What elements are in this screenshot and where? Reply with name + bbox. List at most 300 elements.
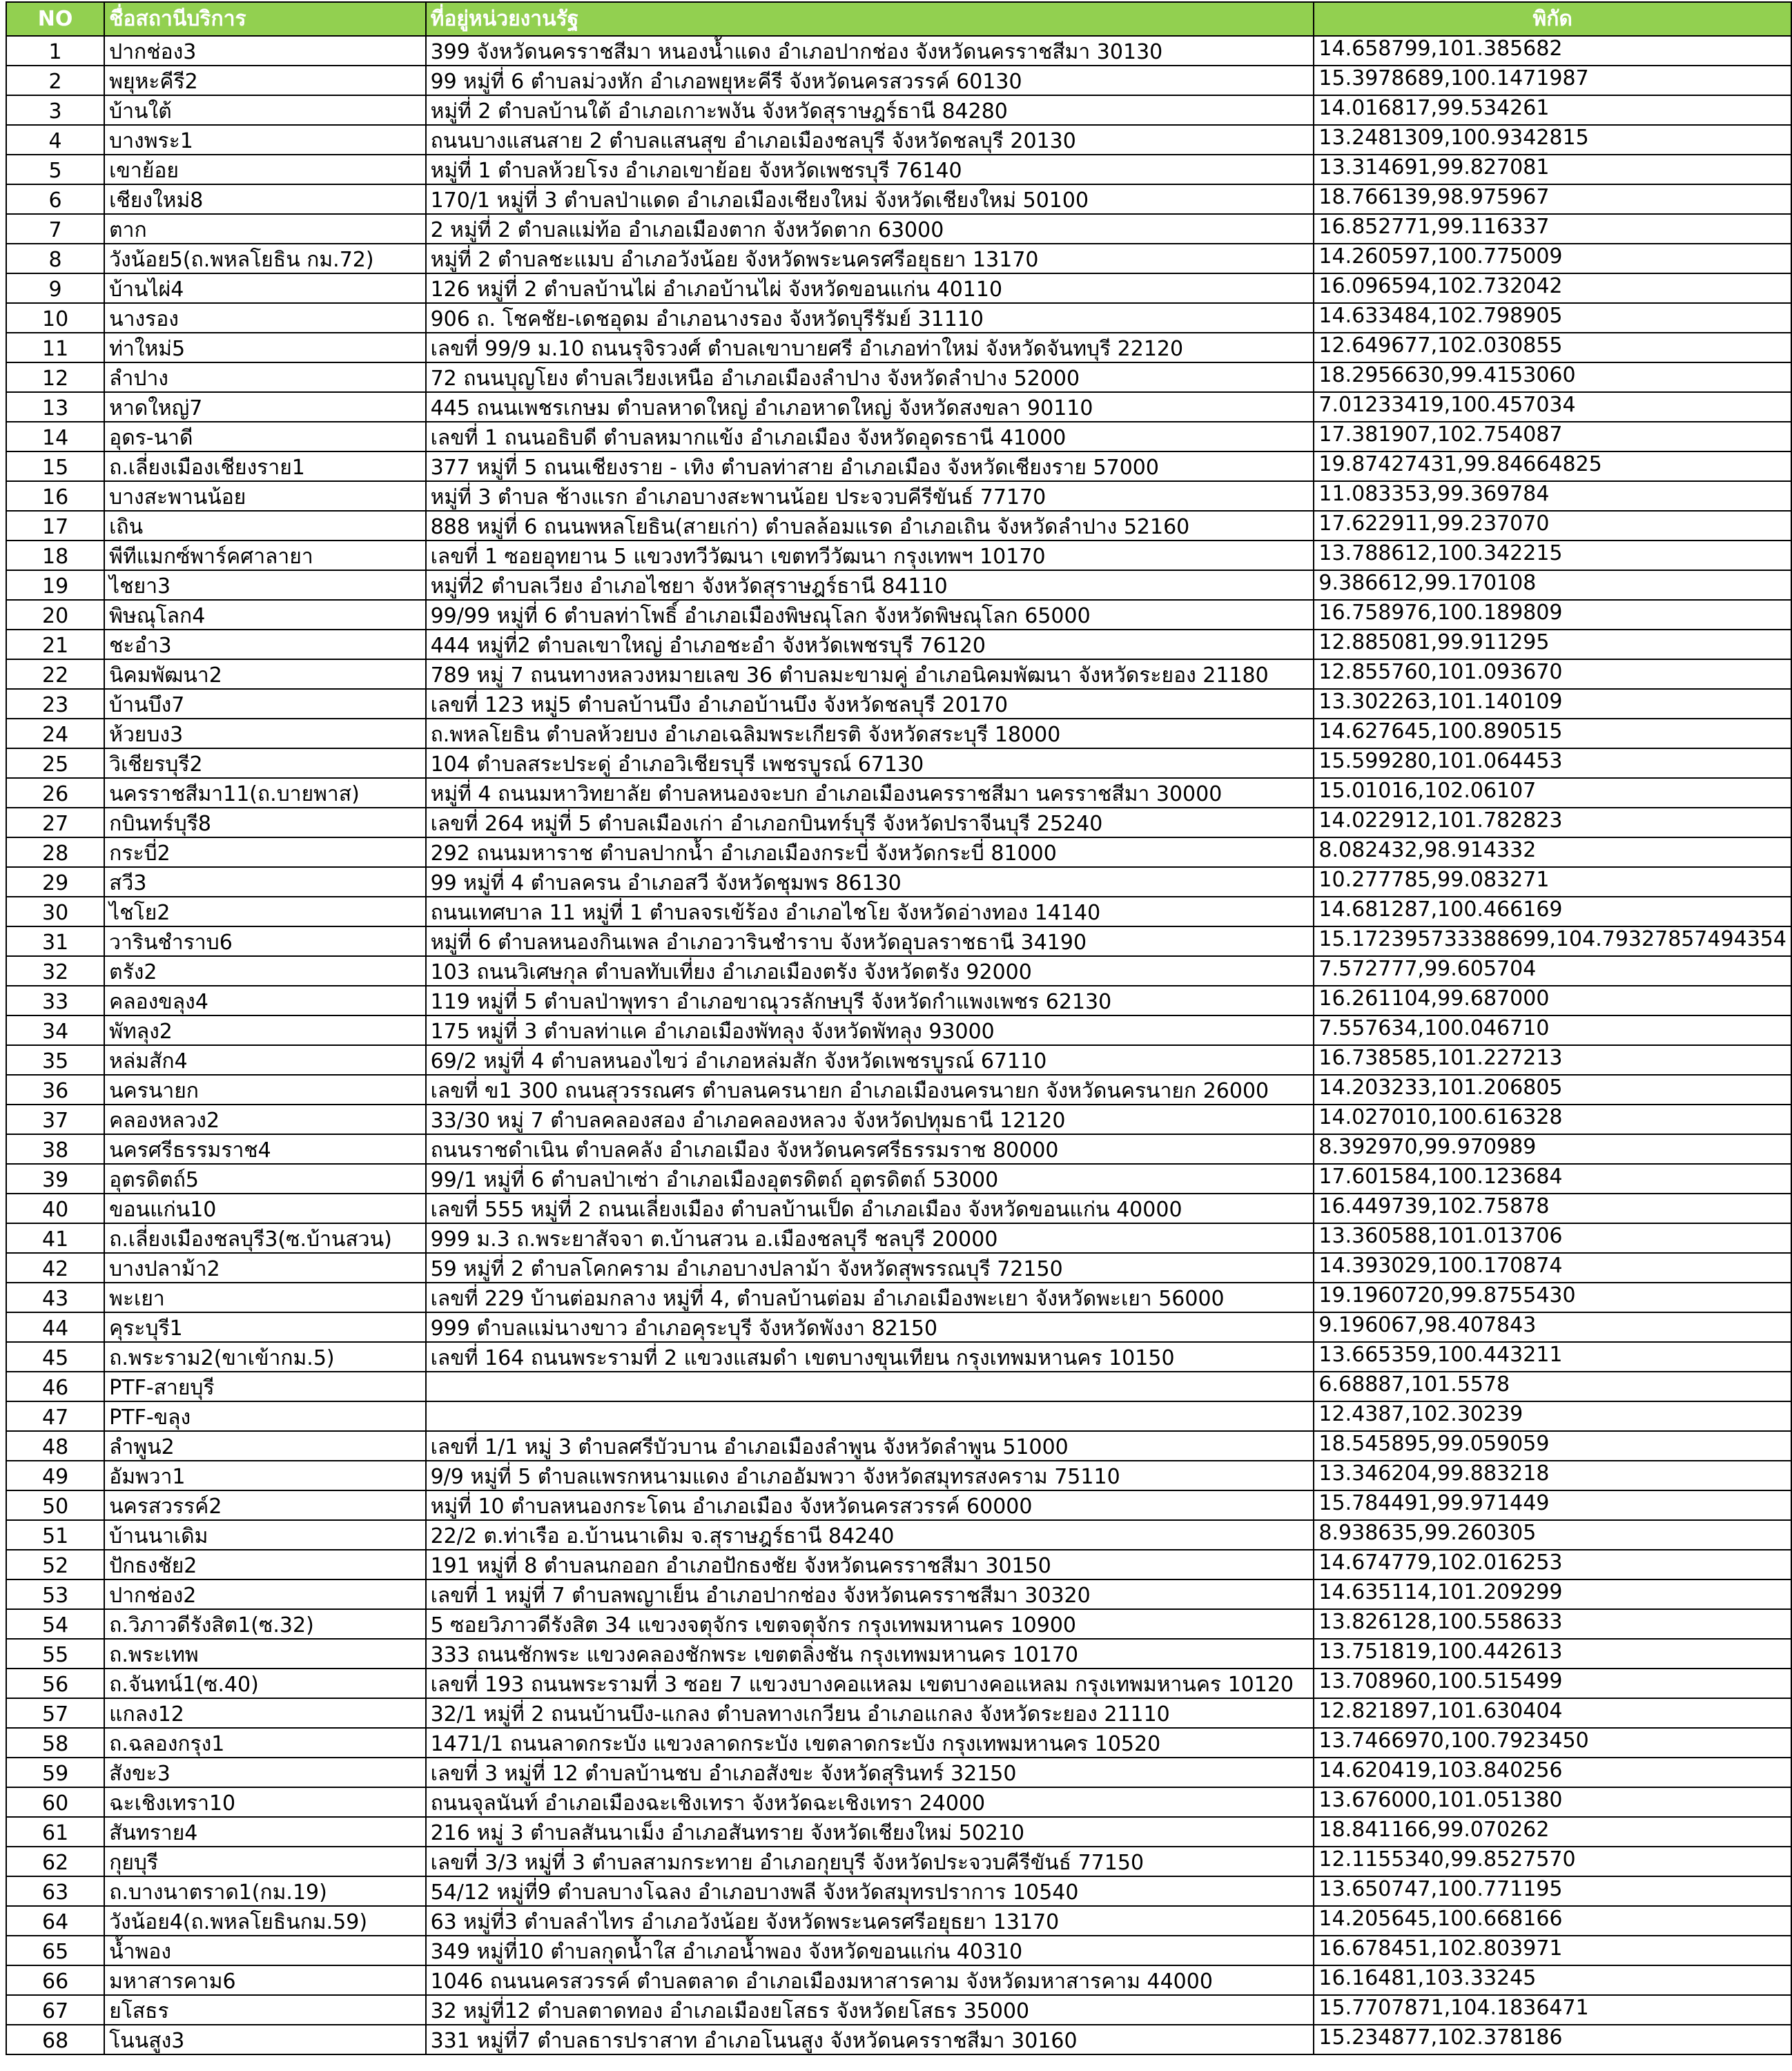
cell-no: 37	[6, 1105, 104, 1134]
cell-no: 51	[6, 1520, 104, 1550]
cell-coordinates: 15.7707871,104.1836471	[1314, 1995, 1791, 2025]
cell-coordinates: 13.7466970,100.7923450	[1314, 1728, 1791, 1758]
header-station-name: ชื่อสถานีบริการ	[104, 2, 425, 36]
cell-station-name: อุตรดิตถ์5	[104, 1164, 425, 1194]
cell-address: 99/1 หมู่ที่ 6 ตำบลป่าเซ่า อำเภอเมืองอุตรดิตถ์ อุตรดิตถ์ 53000	[426, 1164, 1314, 1194]
cell-coordinates: 19.1960720,99.8755430	[1314, 1283, 1791, 1312]
cell-coordinates: 7.557634,100.046710	[1314, 1015, 1791, 1045]
table-row	[6, 926, 1791, 956]
cell-no: 39	[6, 1164, 104, 1194]
table-row	[6, 1579, 1791, 1609]
cell-address: ถนนราชดำเนิน ตำบลคลัง อำเภอเมือง จังหวัดนครศรีธรรมราช 80000	[426, 1134, 1314, 1164]
cell-address: 2 หมู่ที่ 2 ตำบลแม่ท้อ อำเภอเมืองตาก จังหวัดตาก 63000	[426, 214, 1314, 244]
cell-address: 175 หมู่ที่ 3 ตำบลท่าแค อำเภอเมืองพัทลุง จังหวัดพัทลุง 93000	[426, 1015, 1314, 1045]
cell-no: 46	[6, 1372, 104, 1401]
cell-address: 216 หมู่ 3 ตำบลสันนาเม็ง อำเภอสันทราย จังหวัดเชียงใหม่ 50210	[426, 1817, 1314, 1847]
cell-no: 58	[6, 1728, 104, 1758]
cell-coordinates: 15.01016,102.06107	[1314, 778, 1791, 808]
table-row	[6, 1847, 1791, 1876]
cell-no: 9	[6, 273, 104, 303]
cell-station-name: ปากช่อง2	[104, 1579, 425, 1609]
table-row	[6, 1490, 1791, 1520]
cell-coordinates: 12.821897,101.630404	[1314, 1698, 1791, 1728]
cell-no: 11	[6, 333, 104, 362]
cell-station-name: ถ.จันทน์1(ซ.40)	[104, 1669, 425, 1698]
cell-address: 170/1 หมู่ที่ 3 ตำบลป่าแดด อำเภอเมืองเชียงใหม่ จังหวัดเชียงใหม่ 50100	[426, 184, 1314, 214]
table-row	[6, 1669, 1791, 1698]
table-row	[6, 1223, 1791, 1253]
table-row	[6, 748, 1791, 778]
cell-no: 45	[6, 1342, 104, 1372]
cell-station-name: คลองขลุง4	[104, 986, 425, 1015]
cell-station-name: เขาย้อย	[104, 155, 425, 184]
cell-station-name: ห้วยบง3	[104, 719, 425, 748]
cell-address: เลขที่ ข1 300 ถนนสุวรรณศร ตำบลนครนายก อำเภอเมืองนครนายก จังหวัดนครนายก 26000	[426, 1075, 1314, 1105]
cell-station-name: บางปลาม้า2	[104, 1253, 425, 1283]
cell-no: 7	[6, 214, 104, 244]
cell-address: 445 ถนนเพชรเกษม ตำบลหาดใหญ่ อำเภอหาดใหญ่ จังหวัดสงขลา 90110	[426, 392, 1314, 422]
cell-no: 34	[6, 1015, 104, 1045]
cell-address: เลขที่ 3 หมู่ที่ 12 ตำบลบ้านชบ อำเภอสังขะ จังหวัดสุรินทร์ 32150	[426, 1758, 1314, 1787]
cell-station-name: บางพระ1	[104, 125, 425, 155]
table-row	[6, 1342, 1791, 1372]
table-row	[6, 1609, 1791, 1639]
cell-no: 41	[6, 1223, 104, 1253]
cell-address: 69/2 หมู่ที่ 4 ตำบลหนองไขว่ อำเภอหล่มสัก จังหวัดเพชรบูรณ์ 67110	[426, 1045, 1314, 1075]
cell-station-name: คุระบุรี1	[104, 1312, 425, 1342]
table-row	[6, 1520, 1791, 1550]
table-row	[6, 867, 1791, 897]
table-row	[6, 125, 1791, 155]
cell-coordinates: 16.738585,101.227213	[1314, 1045, 1791, 1075]
table-row	[6, 2025, 1791, 2054]
cell-station-name: บ้านบึง7	[104, 689, 425, 719]
cell-no: 61	[6, 1817, 104, 1847]
cell-coordinates: 13.314691,99.827081	[1314, 155, 1791, 184]
cell-address: 119 หมู่ที่ 5 ตำบลป่าพุทรา อำเภอขาณุวรลักษบุรี จังหวัดกำแพงเพชร 62130	[426, 986, 1314, 1015]
table-row	[6, 1698, 1791, 1728]
table-row	[6, 1134, 1791, 1164]
cell-station-name: บ้านไผ่4	[104, 273, 425, 303]
cell-coordinates: 14.620419,103.840256	[1314, 1758, 1791, 1787]
cell-address: เลขที่ 555 หมู่ที่ 2 ถนนเลี่ยงเมือง ตำบลบ้านเป็ด อำเภอเมือง จังหวัดขอนแก่น 40000	[426, 1194, 1314, 1223]
cell-address: 789 หมู่ 7 ถนนทางหลวงหมายเลข 36 ตำบลมะขามคู่ อำเภอนิคมพัฒนา จังหวัดระยอง 21180	[426, 659, 1314, 689]
cell-station-name: เชียงใหม่8	[104, 184, 425, 214]
cell-station-name: ถ.เลี่ยงเมืองชลบุรี3(ซ.บ้านสวน)	[104, 1223, 425, 1253]
cell-coordinates: 13.665359,100.443211	[1314, 1342, 1791, 1372]
cell-address: เลขที่ 3/3 หมู่ที่ 3 ตำบลสามกระทาย อำเภอกุยบุรี จังหวัดประจวบคีรีขันธ์ 77150	[426, 1847, 1314, 1876]
cell-no: 59	[6, 1758, 104, 1787]
cell-address: เลขที่ 264 หมู่ที่ 5 ตำบลเมืองเก่า อำเภอกบินทร์บุรี จังหวัดปราจีนบุรี 25240	[426, 808, 1314, 837]
cell-no: 33	[6, 986, 104, 1015]
cell-coordinates: 15.784491,99.971449	[1314, 1490, 1791, 1520]
cell-no: 68	[6, 2025, 104, 2054]
cell-station-name: นครสวรรค์2	[104, 1490, 425, 1520]
table-row	[6, 897, 1791, 926]
cell-station-name: ชะอำ3	[104, 630, 425, 659]
cell-station-name: ไชยา3	[104, 570, 425, 600]
cell-station-name: เถิน	[104, 511, 425, 541]
table-row	[6, 541, 1791, 570]
cell-coordinates: 15.172395733388699,104.79327857494354	[1314, 926, 1791, 956]
cell-address: 126 หมู่ที่ 2 ตำบลบ้านไผ่ อำเภอบ้านไผ่ จังหวัดขอนแก่น 40110	[426, 273, 1314, 303]
cell-address: 1046 ถนนนครสวรรค์ ตำบลตลาด อำเภอเมืองมหาสารคาม จังหวัดมหาสารคาม 44000	[426, 1965, 1314, 1995]
cell-coordinates: 11.083353,99.369784	[1314, 481, 1791, 511]
cell-coordinates: 15.599280,101.064453	[1314, 748, 1791, 778]
table-row	[6, 719, 1791, 748]
cell-station-name: หาดใหญ่7	[104, 392, 425, 422]
cell-no: 17	[6, 511, 104, 541]
cell-station-name: บ้านนาเดิม	[104, 1520, 425, 1550]
cell-coordinates: 13.708960,100.515499	[1314, 1669, 1791, 1698]
cell-no: 16	[6, 481, 104, 511]
cell-coordinates: 19.87427431,99.84664825	[1314, 451, 1791, 481]
cell-station-name: ถ.บางนาตราด1(กม.19)	[104, 1876, 425, 1906]
table-row	[6, 214, 1791, 244]
cell-station-name: อุดร-นาดี	[104, 422, 425, 451]
cell-station-name: กุยบุรี	[104, 1847, 425, 1876]
cell-address	[426, 1372, 1314, 1401]
cell-no: 65	[6, 1936, 104, 1965]
table-row	[6, 1728, 1791, 1758]
cell-address: 444 หมู่ที่2 ตำบลเขาใหญ่ อำเภอชะอำ จังหวัดเพชรบุรี 76120	[426, 630, 1314, 659]
cell-station-name: ตาก	[104, 214, 425, 244]
cell-coordinates: 14.633484,102.798905	[1314, 303, 1791, 333]
cell-address: หมู่ที่ 2 ตำบลชะแมบ อำเภอวังน้อย จังหวัดพระนครศรีอยุธยา 13170	[426, 244, 1314, 273]
cell-no: 36	[6, 1075, 104, 1105]
table-row	[6, 36, 1791, 66]
cell-address: 99 หมู่ที่ 4 ตำบลครน อำเภอสวี จังหวัดชุมพร 86130	[426, 867, 1314, 897]
cell-coordinates: 9.386612,99.170108	[1314, 570, 1791, 600]
cell-address: ถนนจุลนันท์ อำเภอเมืองฉะเชิงเทรา จังหวัดฉะเชิงเทรา 24000	[426, 1787, 1314, 1817]
cell-coordinates: 18.545895,99.059059	[1314, 1431, 1791, 1461]
table-row	[6, 155, 1791, 184]
cell-no: 15	[6, 451, 104, 481]
cell-address: หมู่ที่ 3 ตำบล ช้างแรก อำเภอบางสะพานน้อย ประจวบคีรีขันธ์ 77170	[426, 481, 1314, 511]
cell-station-name: แกลง12	[104, 1698, 425, 1728]
cell-address: หมู่ที่ 2 ตำบลบ้านใต้ อำเภอเกาะพงัน จังหวัดสุราษฎร์ธานี 84280	[426, 95, 1314, 125]
cell-address: ถนนบางแสนสาย 2 ตำบลแสนสุข อำเภอเมืองชลบุรี จังหวัดชลบุรี 20130	[426, 125, 1314, 155]
cell-address: 888 หมู่ที่ 6 ถนนพหลโยธิน(สายเก่า) ตำบลล้อมแรด อำเภอเถิน จังหวัดลำปาง 52160	[426, 511, 1314, 541]
cell-address: 1471/1 ถนนลาดกระบัง แขวงลาดกระบัง เขตลาดกระบัง กรุงเทพมหานคร 10520	[426, 1728, 1314, 1758]
cell-coordinates: 13.751819,100.442613	[1314, 1639, 1791, 1669]
table-row	[6, 1015, 1791, 1045]
cell-coordinates: 8.392970,99.970989	[1314, 1134, 1791, 1164]
cell-address: เลขที่ 164 ถนนพระรามที่ 2 แขวงแสมดำ เขตบางขุนเทียน กรุงเทพมหานคร 10150	[426, 1342, 1314, 1372]
cell-coordinates: 14.260597,100.775009	[1314, 244, 1791, 273]
cell-address: ถ.พหลโยธิน ตำบลห้วยบง อำเภอเฉลิมพระเกียรติ จังหวัดสระบุรี 18000	[426, 719, 1314, 748]
cell-station-name: สวี3	[104, 867, 425, 897]
cell-station-name: วังน้อย4(ถ.พหลโยธินกม.59)	[104, 1906, 425, 1936]
cell-station-name: คลองหลวง2	[104, 1105, 425, 1134]
cell-address: เลขที่ 1 หมู่ที่ 7 ตำบลพญาเย็น อำเภอปากช่อง จังหวัดนครราชสีมา 30320	[426, 1579, 1314, 1609]
cell-address: 399 จังหวัดนครราชสีมา หนองน้ำแดง อำเภอปากช่อง จังหวัดนครราชสีมา 30130	[426, 36, 1314, 66]
cell-no: 38	[6, 1134, 104, 1164]
cell-no: 5	[6, 155, 104, 184]
cell-address: เลขที่ 99/9 ม.10 ถนนรุจิรวงศ์ ตำบลเขาบายศรี อำเภอท่าใหม่ จังหวัดจันทบุรี 22120	[426, 333, 1314, 362]
cell-no: 19	[6, 570, 104, 600]
cell-no: 44	[6, 1312, 104, 1342]
cell-no: 22	[6, 659, 104, 689]
cell-address: หมู่ที่ 1 ตำบลห้วยโรง อำเภอเขาย้อย จังหวัดเพชรบุรี 76140	[426, 155, 1314, 184]
table-row	[6, 778, 1791, 808]
cell-address: 63 หมู่ที่3 ตำบลลำไทร อำเภอวังน้อย จังหวัดพระนครศรีอยุธยา 13170	[426, 1906, 1314, 1936]
cell-station-name: ลำพูน2	[104, 1431, 425, 1461]
cell-no: 53	[6, 1579, 104, 1609]
cell-station-name: นางรอง	[104, 303, 425, 333]
cell-coordinates: 14.658799,101.385682	[1314, 36, 1791, 66]
table-row	[6, 1194, 1791, 1223]
table-row	[6, 956, 1791, 986]
cell-address: 22/2 ต.ท่าเรือ อ.บ้านนาเดิม จ.สุราษฎร์ธานี 84240	[426, 1520, 1314, 1550]
cell-station-name: พีทีแมกซ์พาร์คศาลายา	[104, 541, 425, 570]
cell-station-name: กบินทร์บุรี8	[104, 808, 425, 837]
cell-no: 48	[6, 1431, 104, 1461]
cell-coordinates: 18.2956630,99.4153060	[1314, 362, 1791, 392]
cell-no: 43	[6, 1283, 104, 1312]
table-row	[6, 837, 1791, 867]
cell-address: 377 หมู่ที่ 5 ถนนเชียงราย - เทิง ตำบลท่าสาย อำเภอเมือง จังหวัดเชียงราย 57000	[426, 451, 1314, 481]
cell-station-name: นครศรีธรรมราช4	[104, 1134, 425, 1164]
cell-coordinates: 16.678451,102.803971	[1314, 1936, 1791, 1965]
cell-coordinates: 18.766139,98.975967	[1314, 184, 1791, 214]
cell-coordinates: 16.261104,99.687000	[1314, 986, 1791, 1015]
cell-station-name: PTF-ขลุง	[104, 1401, 425, 1431]
cell-coordinates: 16.16481,103.33245	[1314, 1965, 1791, 1995]
cell-coordinates: 18.841166,99.070262	[1314, 1817, 1791, 1847]
cell-coordinates: 17.381907,102.754087	[1314, 422, 1791, 451]
table-row	[6, 451, 1791, 481]
cell-address: หมู่ที่2 ตำบลเวียง อำเภอไชยา จังหวัดสุราษฎร์ธานี 84110	[426, 570, 1314, 600]
cell-address: 349 หมู่ที่10 ตำบลกุดน้ำใส อำเภอน้ำพอง จังหวัดขอนแก่น 40310	[426, 1936, 1314, 1965]
header-row	[6, 2, 1791, 36]
cell-no: 25	[6, 748, 104, 778]
cell-station-name: ปักธงชัย2	[104, 1550, 425, 1579]
cell-coordinates: 7.572777,99.605704	[1314, 956, 1791, 986]
table-row	[6, 986, 1791, 1015]
cell-station-name: สังขะ3	[104, 1758, 425, 1787]
cell-coordinates: 12.649677,102.030855	[1314, 333, 1791, 362]
cell-address: 104 ตำบลสระประดู่ อำเภอวิเชียรบุรี เพชรบูรณ์ 67130	[426, 748, 1314, 778]
cell-no: 1	[6, 36, 104, 66]
table-row	[6, 1787, 1791, 1817]
cell-station-name: บ้านใต้	[104, 95, 425, 125]
header-address: ที่อยู่หน่วยงานรัฐ	[426, 2, 1314, 36]
cell-coordinates: 13.826128,100.558633	[1314, 1609, 1791, 1639]
cell-no: 31	[6, 926, 104, 956]
table-row	[6, 1639, 1791, 1669]
cell-station-name: พัทลุง2	[104, 1015, 425, 1045]
cell-station-name: ขอนแก่น10	[104, 1194, 425, 1223]
cell-address: เลขที่ 1 ถนนอธิบดี ตำบลหมากแข้ง อำเภอเมือง จังหวัดอุดรธานี 41000	[426, 422, 1314, 451]
cell-station-name: พยุหะคีรี2	[104, 66, 425, 95]
cell-no: 20	[6, 600, 104, 630]
cell-no: 50	[6, 1490, 104, 1520]
cell-coordinates: 14.203233,101.206805	[1314, 1075, 1791, 1105]
cell-address: 103 ถนนวิเศษกุล ตำบลทับเที่ยง อำเภอเมืองตรัง จังหวัดตรัง 92000	[426, 956, 1314, 986]
cell-coordinates: 15.234877,102.378186	[1314, 2025, 1791, 2054]
cell-coordinates: 12.4387,102.30239	[1314, 1401, 1791, 1431]
cell-coordinates: 13.676000,101.051380	[1314, 1787, 1791, 1817]
cell-station-name: นิคมพัฒนา2	[104, 659, 425, 689]
table-row	[6, 1965, 1791, 1995]
table-row	[6, 333, 1791, 362]
cell-address: 333 ถนนชักพระ แขวงคลองชักพระ เขตตลิ่งชัน กรุงเทพมหานคร 10170	[426, 1639, 1314, 1669]
table-row	[6, 570, 1791, 600]
cell-no: 6	[6, 184, 104, 214]
cell-address: เลขที่ 193 ถนนพระรามที่ 3 ซอย 7 แขวงบางคอแหลม เขตบางคอแหลม กรุงเทพมหานคร 10120	[426, 1669, 1314, 1698]
cell-station-name: อัมพวา1	[104, 1461, 425, 1490]
cell-no: 18	[6, 541, 104, 570]
cell-no: 40	[6, 1194, 104, 1223]
cell-address: หมู่ที่ 6 ตำบลหนองกินเพล อำเภอวารินชำราบ จังหวัดอุบลราชธานี 34190	[426, 926, 1314, 956]
cell-address: 331 หมู่ที่7 ตำบลธารปราสาท อำเภอโนนสูง จังหวัดนครราชสีมา 30160	[426, 2025, 1314, 2054]
cell-no: 32	[6, 956, 104, 986]
cell-coordinates: 8.938635,99.260305	[1314, 1520, 1791, 1550]
cell-coordinates: 12.855760,101.093670	[1314, 659, 1791, 689]
cell-coordinates: 13.650747,100.771195	[1314, 1876, 1791, 1906]
cell-coordinates: 8.082432,98.914332	[1314, 837, 1791, 867]
cell-station-name: PTF-สายบุรี	[104, 1372, 425, 1401]
cell-coordinates: 14.016817,99.534261	[1314, 95, 1791, 125]
table-row	[6, 511, 1791, 541]
cell-station-name: ปากช่อง3	[104, 36, 425, 66]
table-row	[6, 1995, 1791, 2025]
table-row	[6, 273, 1791, 303]
table-row	[6, 362, 1791, 392]
table-row	[6, 66, 1791, 95]
cell-address: 191 หมู่ที่ 8 ตำบลนกออก อำเภอปักธงชัย จังหวัดนครราชสีมา 30150	[426, 1550, 1314, 1579]
table-row	[6, 303, 1791, 333]
cell-no: 13	[6, 392, 104, 422]
cell-no: 52	[6, 1550, 104, 1579]
cell-no: 26	[6, 778, 104, 808]
cell-address: หมู่ที่ 4 ถนนมหาวิทยาลัย ตำบลหนองจะบก อำเภอเมืองนครราชสีมา นครราชสีมา 30000	[426, 778, 1314, 808]
cell-coordinates: 16.096594,102.732042	[1314, 273, 1791, 303]
table-row	[6, 1164, 1791, 1194]
cell-no: 63	[6, 1876, 104, 1906]
cell-address: 32/1 หมู่ที่ 2 ถนนบ้านบึง-แกลง ตำบลทางเกวียน อำเภอแกลง จังหวัดระยอง 21110	[426, 1698, 1314, 1728]
cell-coordinates: 6.68887,101.5578	[1314, 1372, 1791, 1401]
cell-station-name: ตรัง2	[104, 956, 425, 986]
cell-station-name: ลำปาง	[104, 362, 425, 392]
cell-coordinates: 10.277785,99.083271	[1314, 867, 1791, 897]
cell-coordinates: 13.360588,101.013706	[1314, 1223, 1791, 1253]
cell-station-name: ถ.ฉลองกรุง1	[104, 1728, 425, 1758]
table-row	[6, 1876, 1791, 1906]
cell-address: หมู่ที่ 10 ตำบลหนองกระโดน อำเภอเมือง จังหวัดนครสวรรค์ 60000	[426, 1490, 1314, 1520]
cell-station-name: ไชโย2	[104, 897, 425, 926]
cell-no: 28	[6, 837, 104, 867]
cell-coordinates: 17.601584,100.123684	[1314, 1164, 1791, 1194]
table-row	[6, 1817, 1791, 1847]
cell-station-name: นครนายก	[104, 1075, 425, 1105]
cell-coordinates: 14.674779,102.016253	[1314, 1550, 1791, 1579]
cell-no: 49	[6, 1461, 104, 1490]
cell-coordinates: 9.196067,98.407843	[1314, 1312, 1791, 1342]
cell-station-name: ยโสธร	[104, 1995, 425, 2025]
cell-no: 67	[6, 1995, 104, 2025]
table-row	[6, 1253, 1791, 1283]
cell-coordinates: 14.205645,100.668166	[1314, 1906, 1791, 1936]
cell-address: เลขที่ 1/1 หมู่ 3 ตำบลศรีบัวบาน อำเภอเมืองลำพูน จังหวัดลำพูน 51000	[426, 1431, 1314, 1461]
table-row	[6, 689, 1791, 719]
cell-station-name: ฉะเชิงเทรา10	[104, 1787, 425, 1817]
cell-coordinates: 7.01233419,100.457034	[1314, 392, 1791, 422]
table-row	[6, 422, 1791, 451]
cell-no: 23	[6, 689, 104, 719]
cell-no: 12	[6, 362, 104, 392]
header-no: NO	[6, 2, 104, 36]
cell-no: 24	[6, 719, 104, 748]
cell-coordinates: 13.788612,100.342215	[1314, 541, 1791, 570]
cell-station-name: วังน้อย5(ถ.พหลโยธิน กม.72)	[104, 244, 425, 273]
header-coordinates: พิกัด	[1314, 2, 1791, 36]
cell-station-name: พิษณุโลก4	[104, 600, 425, 630]
table-row	[6, 1461, 1791, 1490]
cell-station-name: กระบี่2	[104, 837, 425, 867]
cell-address: 99/99 หมู่ที่ 6 ตำบลท่าโพธิ์ อำเภอเมืองพิษณุโลก จังหวัดพิษณุโลก 65000	[426, 600, 1314, 630]
cell-station-name: น้ำพอง	[104, 1936, 425, 1965]
cell-address: 999 ตำบลแม่นางขาว อำเภอคุระบุรี จังหวัดพังงา 82150	[426, 1312, 1314, 1342]
cell-address: 54/12 หมู่ที่9 ตำบลบางโฉลง อำเภอบางพลี จังหวัดสมุทรปราการ 10540	[426, 1876, 1314, 1906]
cell-coordinates: 14.635114,101.209299	[1314, 1579, 1791, 1609]
cell-station-name: ถ.พระราม2(ขาเข้ากม.5)	[104, 1342, 425, 1372]
cell-coordinates: 14.627645,100.890515	[1314, 719, 1791, 748]
cell-no: 27	[6, 808, 104, 837]
cell-coordinates: 12.885081,99.911295	[1314, 630, 1791, 659]
table-row	[6, 481, 1791, 511]
table-row	[6, 1401, 1791, 1431]
cell-no: 66	[6, 1965, 104, 1995]
cell-no: 3	[6, 95, 104, 125]
cell-station-name: พะเยา	[104, 1283, 425, 1312]
table-row	[6, 1906, 1791, 1936]
table-row	[6, 392, 1791, 422]
cell-station-name: ท่าใหม่5	[104, 333, 425, 362]
table-row	[6, 95, 1791, 125]
cell-coordinates: 14.393029,100.170874	[1314, 1253, 1791, 1283]
table-row	[6, 808, 1791, 837]
cell-coordinates: 13.2481309,100.9342815	[1314, 125, 1791, 155]
cell-station-name: บางสะพานน้อย	[104, 481, 425, 511]
cell-no: 57	[6, 1698, 104, 1728]
cell-coordinates: 13.302263,101.140109	[1314, 689, 1791, 719]
cell-coordinates: 16.758976,100.189809	[1314, 600, 1791, 630]
cell-coordinates: 12.1155340,99.8527570	[1314, 1847, 1791, 1876]
table-row	[6, 1045, 1791, 1075]
cell-address: 33/30 หมู่ 7 ตำบลคลองสอง อำเภอคลองหลวง จังหวัดปทุมธานี 12120	[426, 1105, 1314, 1134]
cell-address: 9/9 หมู่ที่ 5 ตำบลแพรกหนามแดง อำเภออัมพวา จังหวัดสมุทรสงคราม 75110	[426, 1461, 1314, 1490]
cell-coordinates: 14.027010,100.616328	[1314, 1105, 1791, 1134]
cell-address: 32 หมู่ที่12 ตำบลตาดทอง อำเภอเมืองยโสธร จังหวัดยโสธร 35000	[426, 1995, 1314, 2025]
table-row	[6, 184, 1791, 214]
station-table	[6, 1, 1792, 2055]
cell-station-name: ถ.วิภาวดีรังสิต1(ซ.32)	[104, 1609, 425, 1639]
table-row	[6, 1075, 1791, 1105]
cell-address: เลขที่ 123 หมู่5 ตำบลบ้านบึง อำเภอบ้านบึง จังหวัดชลบุรี 20170	[426, 689, 1314, 719]
cell-no: 10	[6, 303, 104, 333]
table-row	[6, 600, 1791, 630]
table-row	[6, 630, 1791, 659]
table-row	[6, 659, 1791, 689]
cell-station-name: โนนสูง3	[104, 2025, 425, 2054]
cell-address: 292 ถนนมหาราช ตำบลปากน้ำ อำเภอเมืองกระบี่ จังหวัดกระบี่ 81000	[426, 837, 1314, 867]
cell-address: 72 ถนนบุญโยง ตำบลเวียงเหนือ อำเภอเมืองลำปาง จังหวัดลำปาง 52000	[426, 362, 1314, 392]
cell-coordinates: 16.449739,102.75878	[1314, 1194, 1791, 1223]
cell-station-name: สันทราย4	[104, 1817, 425, 1847]
cell-no: 47	[6, 1401, 104, 1431]
